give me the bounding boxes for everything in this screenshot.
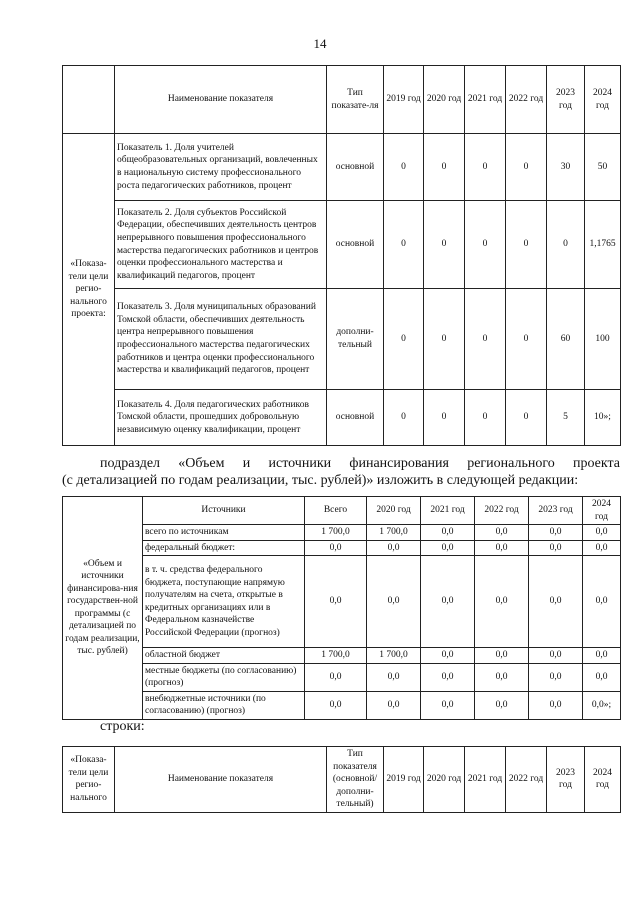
header-indicator-name: Наименование показателя <box>115 747 327 813</box>
year-value: 0,0 <box>529 663 583 691</box>
source-name: областной бюджет <box>143 648 305 664</box>
year-value: 0,0 <box>421 556 475 648</box>
year-value: 0 <box>506 390 547 446</box>
table-header-row <box>63 66 621 134</box>
header-year: 2020 год <box>367 497 421 525</box>
year-value: 0,0 <box>475 525 529 541</box>
year-value: 0 <box>384 390 424 446</box>
indicator-name: Показатель 2. Доля субъектов Российской Федерации, обеспечивших деятельность центров непрерывного повышения профессионального мастерства педагогических работников и центров оценки профессионального мастерства и квалификаций педагогов, процент <box>115 201 327 289</box>
year-value: 0,0 <box>583 556 621 648</box>
group-label: «Показа-тели цели регио-нального <box>63 747 115 813</box>
year-value: 0,0 <box>583 525 621 541</box>
year-value: 0,0 <box>475 556 529 648</box>
table-row <box>63 289 621 390</box>
year-value: 10»; <box>585 390 621 446</box>
table-row <box>63 540 621 556</box>
source-name: в т. ч. средства федерального бюджета, поступающие напрямую получателям на счета, открытые в кредитных организациях или в Федеральном казначействе Российской Федерации (прогноз) <box>143 556 305 648</box>
header-year: 2023 год <box>547 66 585 134</box>
year-value: 0 <box>506 289 547 390</box>
header-year: 2022 год <box>475 497 529 525</box>
year-value: 0 <box>506 201 547 289</box>
indicator-type: основной <box>327 134 384 201</box>
year-value: 0,0 <box>475 691 529 719</box>
source-name: федеральный бюджет: <box>143 540 305 556</box>
indicators-header-table <box>62 746 621 813</box>
header-year: 2021 год <box>465 747 506 813</box>
indicator-name: Показатель 3. Доля муниципальных образований Томской области, обеспечивших деятельность центра непрерывного повышения профессионального мастерства педагогических работников и центра оценки профессионального мастерства и квалификаций педагогов, процент <box>115 289 327 390</box>
year-value: 0,0»; <box>583 691 621 719</box>
year-value: 1,1765 <box>585 201 621 289</box>
header-year: 2021 год <box>465 66 506 134</box>
year-value: 0 <box>506 134 547 201</box>
year-value: 0,0 <box>583 540 621 556</box>
indicator-type: основной <box>327 201 384 289</box>
group-label: «Показа-тели цели регио-нального проекта: <box>63 134 115 446</box>
header-year: 2020 год <box>424 66 465 134</box>
indicator-name: Показатель 1. Доля учителей общеобразовательных организаций, вовлеченных в национальную систему профессионального роста педагогических работников, процент <box>115 134 327 201</box>
header-total: Всего <box>305 497 367 525</box>
year-value: 0,0 <box>421 525 475 541</box>
year-value: 0 <box>424 289 465 390</box>
header-year: 2024 год <box>583 497 621 525</box>
year-value: 5 <box>547 390 585 446</box>
year-value: 0 <box>465 390 506 446</box>
source-name: внебюджетные источники (по согласованию) (прогноз) <box>143 691 305 719</box>
year-value: 0 <box>465 289 506 390</box>
total-value: 1 700,0 <box>305 648 367 664</box>
year-value: 0,0 <box>529 648 583 664</box>
header-source: Источники <box>143 497 305 525</box>
table-row <box>63 390 621 446</box>
year-value: 0 <box>424 134 465 201</box>
stroki-label: строки: <box>100 719 145 734</box>
table-header-row <box>63 747 621 813</box>
header-year: 2024 год <box>585 747 621 813</box>
source-name: местные бюджеты (по согласованию) (прогноз) <box>143 663 305 691</box>
year-value: 0 <box>547 201 585 289</box>
source-name: всего по источникам <box>143 525 305 541</box>
header-year: 2023 год <box>547 747 585 813</box>
table-row <box>63 201 621 289</box>
year-value: 1 700,0 <box>367 648 421 664</box>
table-row <box>63 556 621 648</box>
indicator-name: Показатель 4. Доля педагогических работников Томской области, прошедших добровольную независимую оценку квалификации, процент <box>115 390 327 446</box>
header-year: 2022 год <box>506 747 547 813</box>
year-value: 0 <box>384 289 424 390</box>
total-value: 1 700,0 <box>305 525 367 541</box>
year-value: 0,0 <box>475 648 529 664</box>
year-value: 0 <box>424 390 465 446</box>
blank-cell <box>63 66 115 134</box>
year-value: 0,0 <box>475 663 529 691</box>
table-row <box>63 663 621 691</box>
year-value: 0,0 <box>421 663 475 691</box>
header-year: 2020 год <box>424 747 465 813</box>
header-year: 2019 год <box>384 66 424 134</box>
year-value: 0,0 <box>475 540 529 556</box>
year-value: 0,0 <box>529 691 583 719</box>
header-year: 2024 год <box>585 66 621 134</box>
year-value: 0,0 <box>583 663 621 691</box>
header-year: 2022 год <box>506 66 547 134</box>
header-year: 2023 год <box>529 497 583 525</box>
year-value: 0,0 <box>529 556 583 648</box>
year-value: 1 700,0 <box>367 525 421 541</box>
year-value: 0 <box>384 201 424 289</box>
table-row <box>63 648 621 664</box>
year-value: 0,0 <box>367 691 421 719</box>
year-value: 0,0 <box>367 540 421 556</box>
year-value: 0,0 <box>367 663 421 691</box>
total-value: 0,0 <box>305 663 367 691</box>
table-header-row <box>63 497 621 525</box>
financing-table <box>62 496 621 720</box>
year-value: 0 <box>384 134 424 201</box>
group-label: «Объем и источники финансирова-ния государствен-ной программы (с детализацией по годам реализации, тыс. рублей) <box>63 497 143 720</box>
year-value: 0,0 <box>367 556 421 648</box>
year-value: 0,0 <box>421 648 475 664</box>
header-indicator-name: Наименование показателя <box>115 66 327 134</box>
year-value: 0,0 <box>421 540 475 556</box>
year-value: 0,0 <box>583 648 621 664</box>
year-value: 0 <box>424 201 465 289</box>
year-value: 0,0 <box>421 691 475 719</box>
total-value: 0,0 <box>305 556 367 648</box>
body-paragraph-line: (с детализацией по годам реализации, тыс. рублей)» изложить в следующей редакции: <box>62 473 579 488</box>
header-indicator-type: Тип показателя (основной/ дополни-тельный) <box>327 747 384 813</box>
year-value: 0 <box>465 201 506 289</box>
total-value: 0,0 <box>305 540 367 556</box>
year-value: 50 <box>585 134 621 201</box>
table-row <box>63 691 621 719</box>
table-row <box>63 134 621 201</box>
year-value: 0,0 <box>529 540 583 556</box>
year-value: 100 <box>585 289 621 390</box>
year-value: 0 <box>465 134 506 201</box>
year-value: 60 <box>547 289 585 390</box>
indicators-table <box>62 65 621 446</box>
table-row <box>63 525 621 541</box>
year-value: 0,0 <box>529 525 583 541</box>
body-paragraph-line: подраздел «Объем и источники финансирования регионального проекта <box>100 456 620 471</box>
indicator-type: дополни-тельный <box>327 289 384 390</box>
header-year: 2021 год <box>421 497 475 525</box>
header-year: 2019 год <box>384 747 424 813</box>
total-value: 0,0 <box>305 691 367 719</box>
page-number: 14 <box>313 36 327 51</box>
year-value: 30 <box>547 134 585 201</box>
header-indicator-type: Тип показате-ля <box>327 66 384 134</box>
indicator-type: основной <box>327 390 384 446</box>
